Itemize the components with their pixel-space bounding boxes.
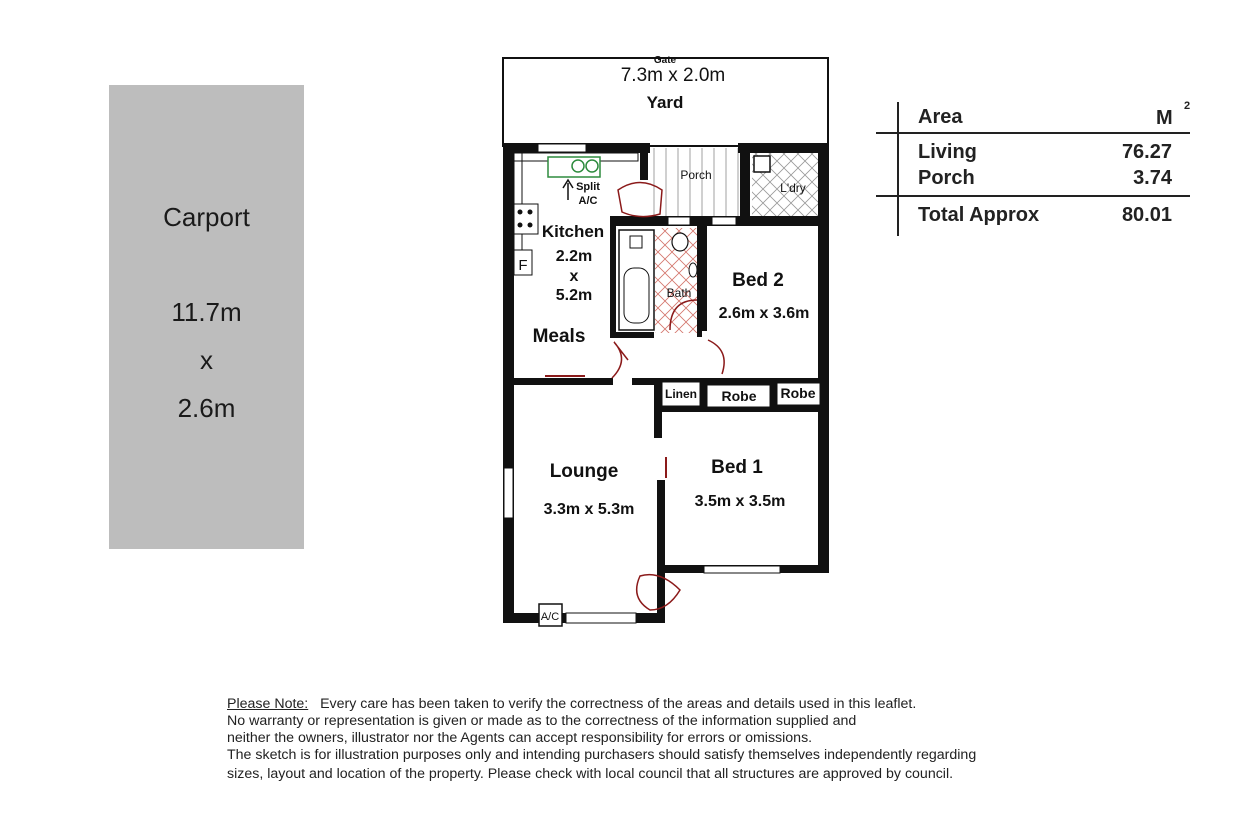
lounge-label: Lounge <box>549 461 619 482</box>
area-row-label: Living <box>918 141 977 163</box>
robe-label-2: Robe <box>780 385 816 401</box>
split-ac-label-2: A/C <box>578 195 598 207</box>
yard-size: 7.3m x 2.0m <box>620 65 726 86</box>
kitchen-width: 2.2m <box>555 248 593 265</box>
area-row-value: 76.27 <box>1121 141 1172 163</box>
note-line-5: sizes, layout and location of the property. Please check with local council that all structures are approved by council. <box>227 766 954 782</box>
note-lead: Please Note: <box>227 696 309 712</box>
lounge-size: 3.3m x 5.3m <box>543 501 635 518</box>
kitchen-by: x <box>569 268 579 285</box>
carport-by: x <box>200 345 213 375</box>
bed1-size: 3.5m x 3.5m <box>694 493 786 510</box>
area-total-label: Total Approx <box>918 204 1040 226</box>
note-line-4: The sketch is for illustration purposes only and intending purchasers should satisfy themselves independently regarding <box>227 747 977 763</box>
toilet <box>672 233 688 251</box>
area-total-value: 80.01 <box>1121 204 1172 226</box>
porch-label: Porch <box>680 168 712 182</box>
yard-label: Yard <box>646 93 684 112</box>
fridge-label: F <box>518 257 528 274</box>
robe-label-1: Robe <box>721 388 757 404</box>
bath-label: Bath <box>666 286 692 300</box>
bed2-label: Bed 2 <box>732 270 784 291</box>
meals-label: Meals <box>532 326 586 347</box>
linen-label: Linen <box>665 387 697 401</box>
note-line-3: neither the owners, illustrator nor the Agents can accept responsibility for errors or omissions. <box>227 730 813 746</box>
bed1-label: Bed 1 <box>711 457 763 478</box>
ac-label: A/C <box>540 611 560 623</box>
laundry-trough <box>754 156 770 172</box>
note-line-1: Every care has been taken to verify the correctness of the areas and details used in this leaflet. <box>320 696 917 712</box>
porch-floor <box>650 148 750 216</box>
carport-label: Carport <box>163 202 250 232</box>
basin <box>689 263 697 277</box>
laundry-label: L'dry <box>780 181 806 195</box>
area-header: Area <box>918 106 963 128</box>
area-unit: M <box>1156 107 1173 129</box>
split-ac-label-1: Split <box>576 181 600 193</box>
kitchen-depth: 5.2m <box>555 287 593 304</box>
cooktop <box>514 204 538 234</box>
area-table <box>876 100 1196 236</box>
carport-depth: 2.6m <box>177 393 236 423</box>
area-unit-sup: 2 <box>1184 100 1191 112</box>
bed2-size: 2.6m x 3.6m <box>718 305 810 322</box>
area-row-label: Porch <box>918 167 975 189</box>
kitchen-label: Kitchen <box>541 222 605 241</box>
carport-width: 11.7m <box>171 297 242 327</box>
note-line-2: No warranty or representation is given or made as to the correctness of the information supplied and <box>227 713 857 729</box>
disclaimer-note <box>227 696 1047 783</box>
area-row-value: 3.74 <box>1133 167 1172 189</box>
gate-label: Gate <box>653 55 677 66</box>
